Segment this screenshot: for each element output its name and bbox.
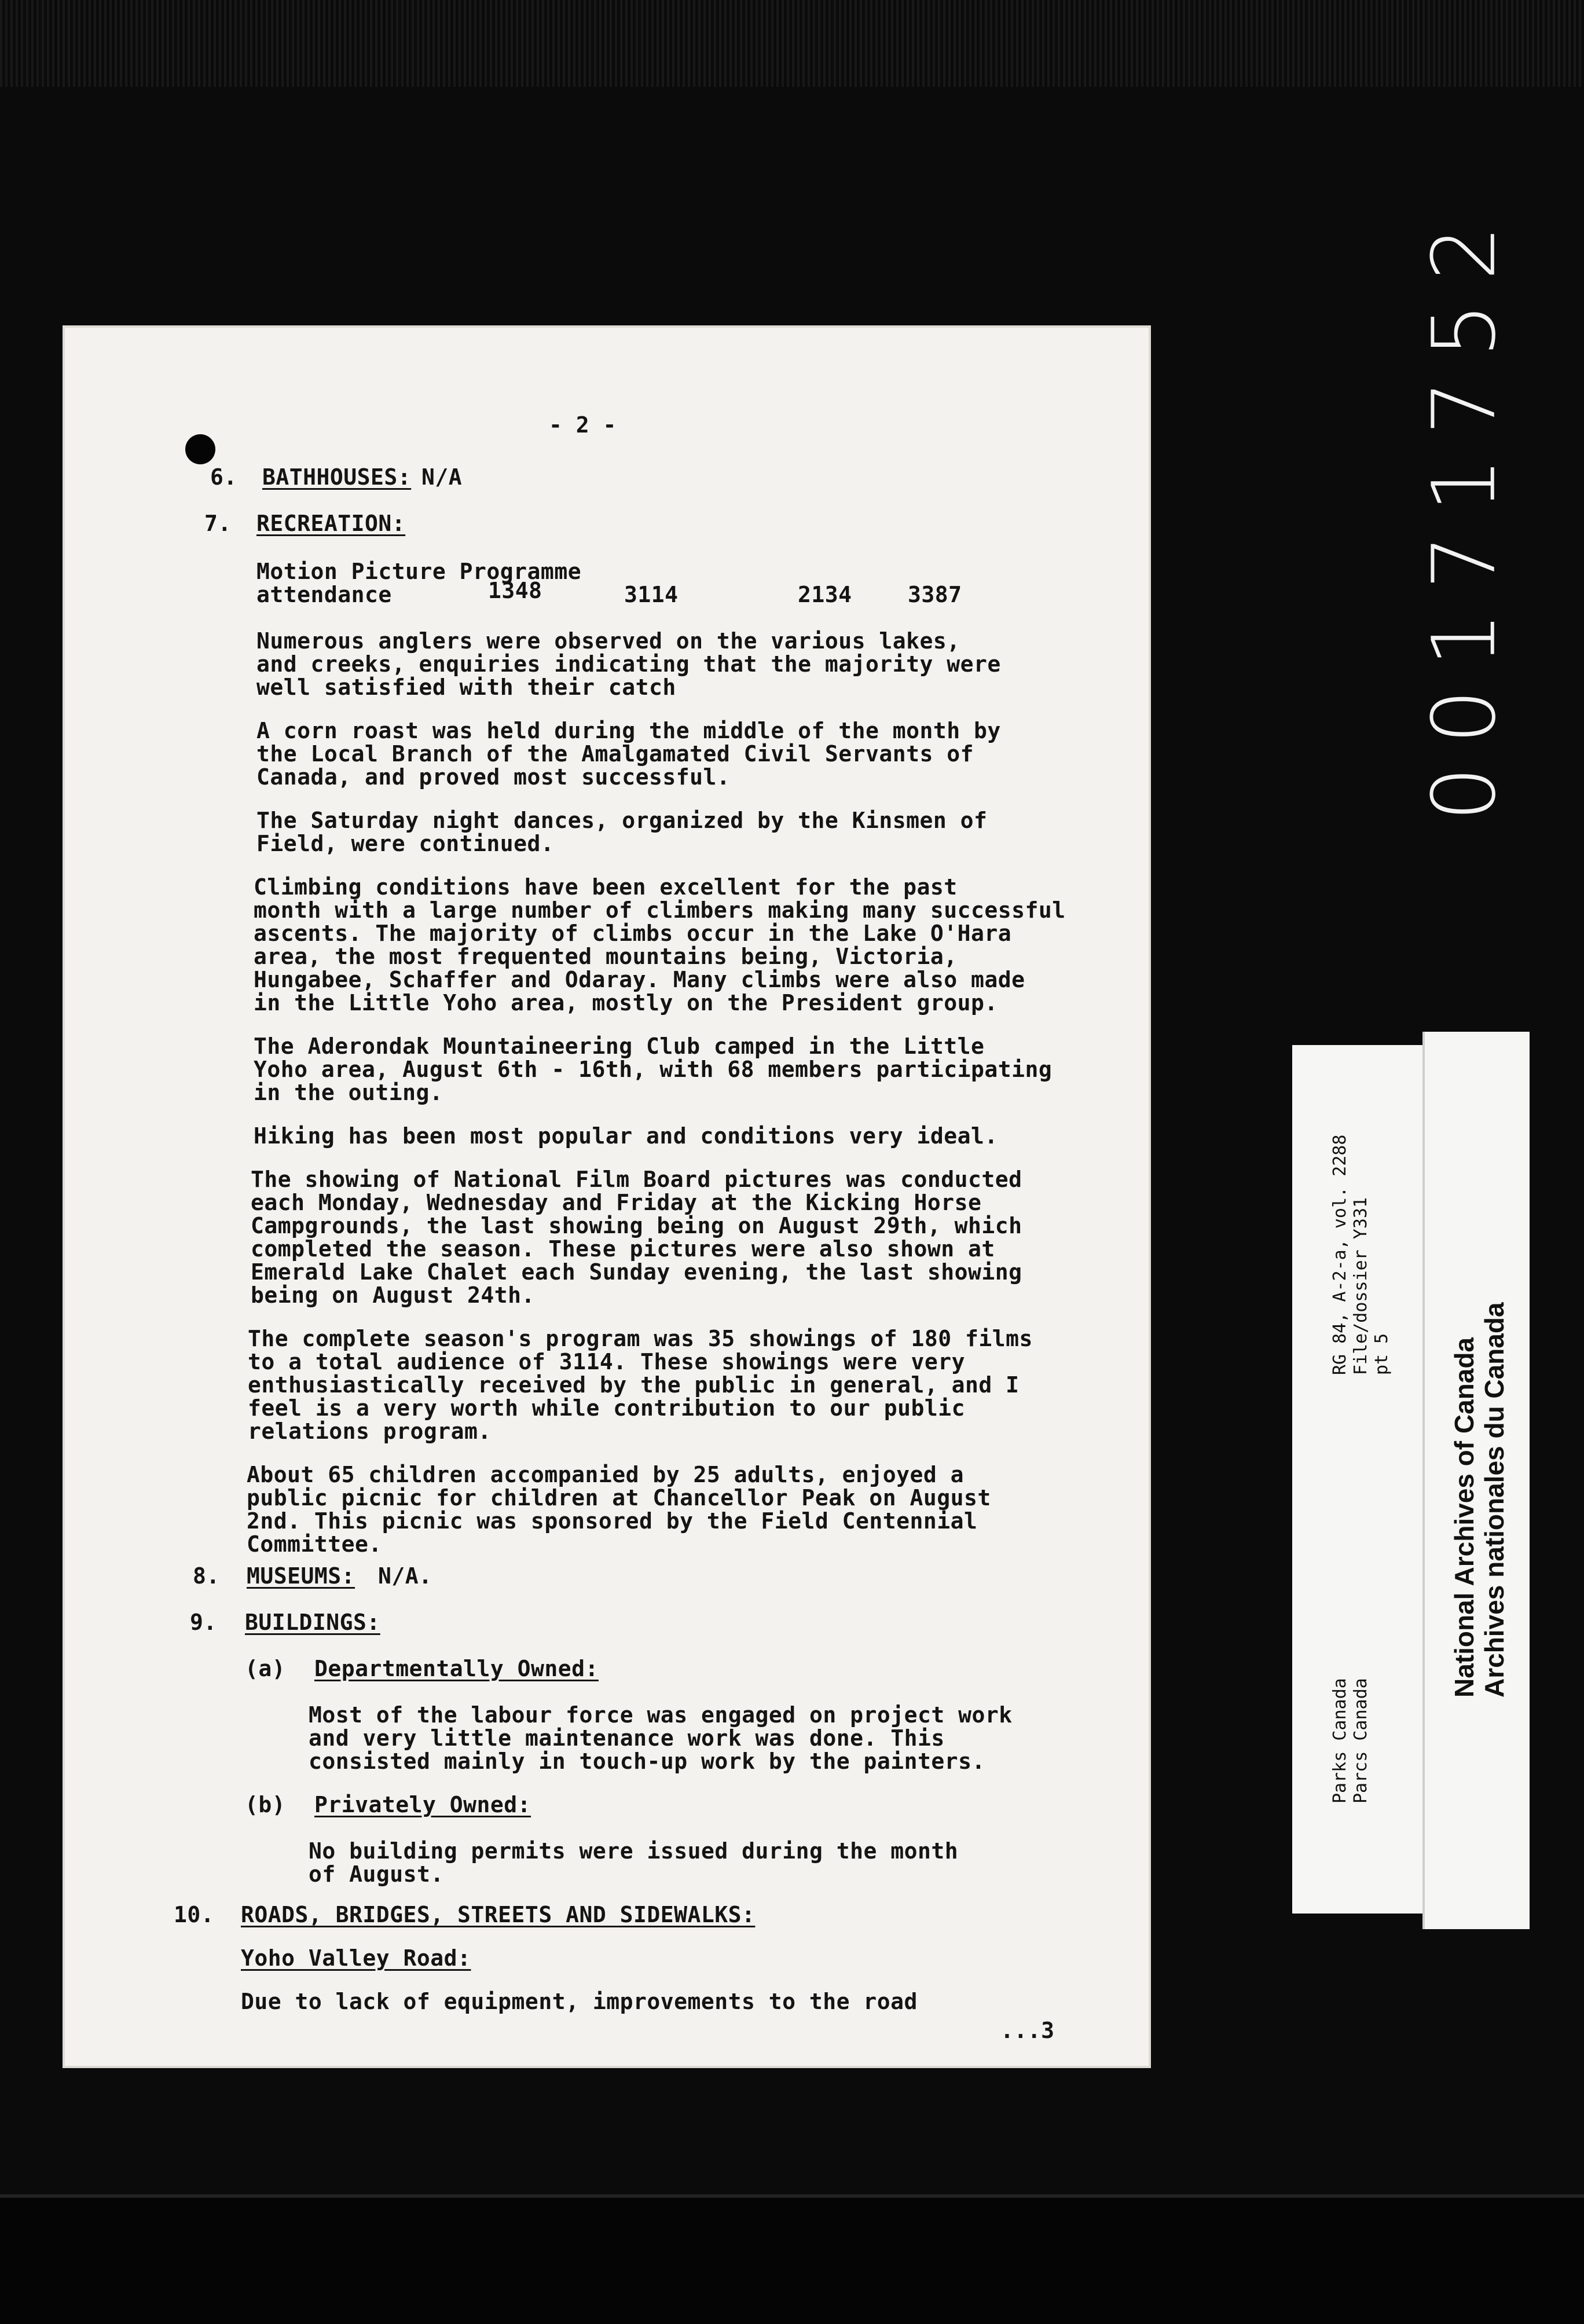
text-line: completed the season. These pictures were also shown at bbox=[251, 1236, 995, 1262]
section-number: 7. bbox=[204, 511, 232, 536]
stat-value: 1348 bbox=[488, 578, 542, 603]
text-line: Canada, and proved most successful. bbox=[256, 764, 731, 790]
text-line: Field, were continued. bbox=[256, 831, 555, 856]
subsection-heading: Departmentally Owned: bbox=[314, 1656, 599, 1681]
parks-canada-fr: Parcs Canada bbox=[1351, 1678, 1371, 1804]
text-line: each Monday, Wednesday and Friday at the Kicking Horse bbox=[251, 1190, 982, 1215]
punch-hole bbox=[185, 434, 215, 464]
section-heading: BUILDINGS: bbox=[245, 1610, 380, 1635]
text-line: enthusiastically received by the public in general, and I bbox=[248, 1372, 1020, 1398]
subsection-heading: Privately Owned: bbox=[314, 1792, 531, 1817]
text-line: in the outing. bbox=[254, 1080, 443, 1105]
text-line: the Local Branch of the Amalgamated Civil Servants of bbox=[256, 741, 974, 767]
text-line: Yoho area, August 6th - 16th, with 68 members participating bbox=[254, 1057, 1053, 1082]
subsection-number: (a) bbox=[245, 1656, 286, 1681]
archive-ref-line2: File/dossier Y331 bbox=[1351, 1197, 1371, 1375]
text-line: About 65 children accompanied by 25 adults, enjoyed a bbox=[247, 1462, 965, 1487]
section-number: 9. bbox=[190, 1610, 217, 1635]
text-line: area, the most frequented mountains being, Victoria, bbox=[254, 944, 958, 969]
section-number: 8. bbox=[193, 1563, 220, 1589]
text-line: Campgrounds, the last showing being on August 29th, which bbox=[251, 1213, 1022, 1238]
document-page bbox=[63, 325, 1151, 2068]
parks-canada-en: Parks Canada bbox=[1330, 1678, 1350, 1804]
text-line: Due to lack of equipment, improvements to the road bbox=[241, 1989, 918, 2014]
text-line: public picnic for children at Chancellor Peak on August bbox=[247, 1485, 991, 1511]
page-number: - 2 - bbox=[549, 412, 617, 438]
section-heading: BATHHOUSES: bbox=[262, 464, 412, 490]
reel-number bbox=[1378, 203, 1552, 822]
text-line: ascents. The majority of climbs occur in the Lake O'Hara bbox=[254, 921, 1012, 946]
archive-ref-line1: RG 84, A-2-a, vol. 2288 bbox=[1330, 1134, 1350, 1375]
text-line: 2nd. This picnic was sponsored by the Field Centennial bbox=[247, 1508, 978, 1534]
text-line: Hiking has been most popular and conditions very ideal. bbox=[254, 1123, 998, 1149]
section-heading: ROADS, BRIDGES, STREETS AND SIDEWALKS: bbox=[241, 1902, 756, 1927]
text-line: Hungabee, Schaffer and Odaray. Many climbs were also made bbox=[254, 967, 1025, 992]
text-line: being on August 24th. bbox=[251, 1282, 535, 1308]
text-line: No building permits were issued during the month bbox=[309, 1838, 959, 1864]
text-line: The Saturday night dances, organized by the Kinsmen of bbox=[256, 808, 988, 833]
text-line: Climbing conditions have been excellent for the past bbox=[254, 874, 958, 900]
text-line: The complete season's program was 35 showings of 180 films bbox=[248, 1326, 1033, 1351]
subsection-number: (b) bbox=[245, 1792, 286, 1817]
stat-value: 2134 bbox=[798, 582, 852, 607]
text-line: feel is a very worth while contribution to our public bbox=[248, 1395, 966, 1421]
section-heading: RECREATION: bbox=[256, 511, 406, 536]
text-line: and creeks, enquiries indicating that the majority were bbox=[256, 651, 1001, 677]
text-line: Numerous anglers were observed on the various lakes, bbox=[256, 628, 960, 654]
text-line: relations program. bbox=[248, 1418, 492, 1444]
stat-value: 3114 bbox=[624, 582, 679, 607]
text-line: Committee. bbox=[247, 1531, 382, 1557]
text-line: Emerald Lake Chalet each Sunday evening, the last showing bbox=[251, 1259, 1022, 1285]
stat-label-line2: attendance bbox=[256, 582, 392, 607]
section-heading: MUSEUMS: bbox=[247, 1563, 355, 1589]
archive-stamp-line2: Archives nationales du Canada bbox=[1479, 1302, 1509, 1698]
subsection-heading: Yoho Valley Road: bbox=[241, 1945, 471, 1971]
text-line: Most of the labour force was engaged on project work bbox=[309, 1702, 1013, 1728]
archive-stamp-line1: National Archives of Canada bbox=[1449, 1337, 1479, 1698]
text-line: well satisfied with their catch bbox=[256, 675, 676, 700]
film-band-bottom bbox=[0, 2194, 1584, 2324]
text-line: The showing of National Film Board pictures was conducted bbox=[251, 1167, 1022, 1192]
stat-value: 3387 bbox=[908, 582, 962, 607]
archive-stamp-label bbox=[1422, 1032, 1530, 1929]
text-line: consisted mainly in touch-up work by the painters. bbox=[309, 1749, 985, 1774]
text-line: month with a large number of climbers making many successful bbox=[254, 897, 1066, 923]
stat-label-line1: Motion Picture Programme bbox=[256, 559, 582, 584]
text-line: in the Little Yoho area, mostly on the President group. bbox=[254, 990, 998, 1016]
archive-reference-label bbox=[1292, 1045, 1422, 1914]
text-line: to a total audience of 3114. These showings were very bbox=[248, 1349, 966, 1374]
text-line: A corn roast was held during the middle of the month by bbox=[256, 718, 1001, 743]
archive-ref-line3: pt 5 bbox=[1372, 1333, 1392, 1375]
section-number: 6. bbox=[210, 464, 237, 490]
section-number: 10. bbox=[174, 1902, 215, 1927]
film-band-top bbox=[0, 0, 1584, 87]
section-value: N/A bbox=[421, 464, 463, 490]
text-line: of August. bbox=[309, 1861, 444, 1887]
reel-number-text: 00171752 bbox=[1414, 203, 1516, 822]
section-value: N/A. bbox=[378, 1563, 432, 1589]
text-line: The Aderondak Mountaineering Club camped in the Little bbox=[254, 1033, 985, 1059]
text-line: and very little maintenance work was done. This bbox=[309, 1725, 945, 1751]
continuation-marker: ...3 bbox=[1000, 2018, 1055, 2043]
